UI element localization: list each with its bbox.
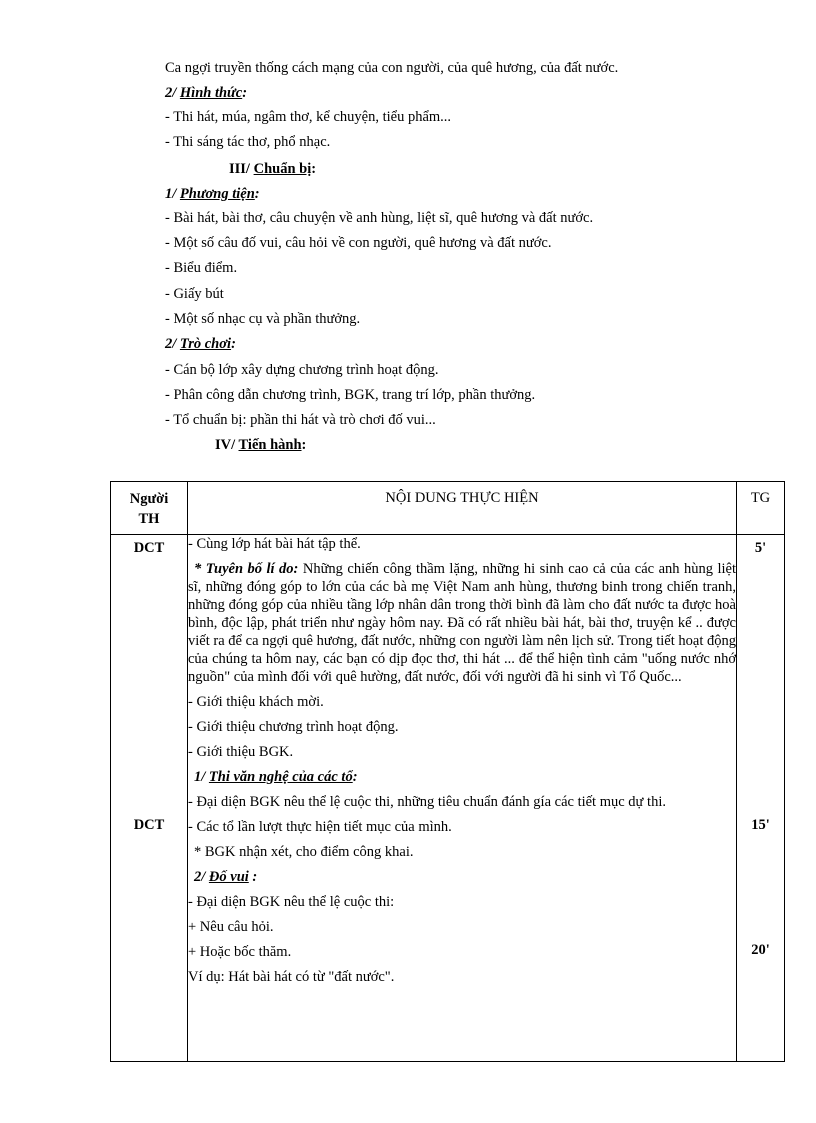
- tg-cell: [737, 535, 785, 1062]
- content-cell: [188, 535, 737, 1062]
- heading-colon: :: [254, 186, 260, 202]
- tg-value: 15': [751, 817, 770, 833]
- heading-chuan-bi: [229, 160, 316, 178]
- heading-number: III/: [229, 161, 254, 177]
- heading-number: 2/: [165, 85, 180, 101]
- heading-number: 2/: [194, 869, 209, 885]
- heading-title: Trò chơi: [179, 336, 232, 352]
- content-line: Ví dụ: Hát bài hát có từ "đất nước".: [188, 969, 395, 985]
- content-line: * BGK nhận xét, cho điểm công khai.: [194, 844, 414, 860]
- heading-number: 1/: [165, 186, 180, 202]
- content-line: + Hoặc bốc thăm.: [188, 944, 292, 960]
- content-line: - Các tổ lần lượt thực hiện tiết mục của mình.: [188, 819, 452, 835]
- heading-title: Chuẩn bị: [253, 161, 312, 177]
- heading-colon: :: [248, 869, 258, 885]
- header-tg: TG: [737, 482, 785, 535]
- nguoi-cell: [111, 535, 188, 1062]
- content-line: + Nêu câu hỏi.: [188, 919, 274, 935]
- heading-colon: :: [311, 161, 317, 177]
- content-line: - Đại diện BGK nêu thể lệ cuộc thi:: [188, 894, 395, 910]
- tg-value: 5': [754, 540, 767, 556]
- tuyen-bo-label: * Tuyên bố lí do:: [194, 561, 299, 577]
- list-item: - Thi sáng tác thơ, phổ nhạc.: [165, 134, 331, 150]
- nguoi-value: DCT: [133, 817, 165, 833]
- heading-colon: :: [301, 437, 307, 453]
- heading-number: 1/: [194, 769, 209, 785]
- heading-hinh-thuc: [165, 84, 247, 102]
- list-item: - Giấy bút: [165, 286, 224, 302]
- activity-table: [110, 481, 785, 1062]
- tg-value: 20': [751, 942, 770, 958]
- tuyen-bo-text: Những chiến công thầm lặng, những hi sinh cao cả của các anh hùng liệt sĩ, những đóng góp to lớn của các bà mẹ Việt Nam anh hùng, thương binh trong chiến tranh, những đóng góp của nhiều tầng lớp nhân dân trong thời bình đã làm cho đất nước ta được hoà bình, độc lập, phát triển như ngày hôm nay. Đã có rất nhiều bài hát, bài thơ, truyện kể .. được viết ra để ca ngợi quê hương, đất nước, những con người làm nên lịch sử. Trong tiết hoạt động của chúng ta hôm nay, các bạn có dịp đọc thơ, thi hát ... để thể hiện tình cảm "uống nước nhớ nguồn" của mình đối với quê hường, đất nước, đối với người đã hi sinh vì Tổ Quốc...: [188, 561, 736, 685]
- heading-title: Hình thức: [179, 85, 243, 101]
- content-line: - Cùng lớp hát bài hát tập thể.: [188, 536, 361, 552]
- intro-line: Ca ngợi truyền thống cách mạng của con người, của quê hương, của đất nước.: [165, 60, 619, 76]
- heading-phuong-tien: [165, 185, 260, 203]
- header-nguoi-th: Người TH: [111, 482, 188, 535]
- heading-number: 2/: [165, 336, 180, 352]
- tuyen-bo-paragraph: [188, 560, 736, 686]
- nguoi-value: DCT: [133, 540, 165, 556]
- table-row: [111, 535, 785, 1062]
- list-item: - Một số nhạc cụ và phần thưởng.: [165, 311, 361, 327]
- list-item: - Thi hát, múa, ngâm thơ, kể chuyện, tiểu phẩm...: [165, 109, 452, 125]
- table-header-row: [111, 482, 785, 535]
- list-item: - Tổ chuẩn bị: phần thi hát và trò chơi đố vui...: [165, 412, 436, 428]
- list-item: - Biểu điểm.: [165, 260, 238, 276]
- heading-title: Thi văn nghệ của các tổ: [208, 769, 353, 785]
- header-noi-dung: NỘI DUNG THỰC HIỆN: [188, 482, 737, 535]
- content-line: - Giới thiệu chương trình hoạt động.: [188, 719, 399, 735]
- heading-title: Phương tiện: [179, 186, 255, 202]
- list-item: - Cán bộ lớp xây dựng chương trình hoạt động.: [165, 362, 439, 378]
- content-line: - Đại diện BGK nêu thể lệ cuộc thi, những tiêu chuẩn đánh gía các tiết mục dự thi.: [188, 794, 666, 810]
- heading-title: Đố vui: [208, 869, 249, 885]
- heading-colon: :: [242, 85, 248, 101]
- list-item: - Phân công dẫn chương trình, BGK, trang trí lớp, phần thưởng.: [165, 387, 536, 403]
- list-item: - Một số câu đố vui, câu hỏi về con người, quê hương và đất nước.: [165, 235, 552, 251]
- heading-tien-hanh: [215, 436, 306, 454]
- content-line: - Giới thiệu BGK.: [188, 744, 294, 760]
- heading-colon: :: [352, 769, 358, 785]
- list-item: - Bài hát, bài thơ, câu chuyện về anh hùng, liệt sĩ, quê hương và đất nước.: [165, 210, 594, 226]
- heading-number: IV/: [215, 437, 239, 453]
- content-line: - Giới thiệu khách mời.: [188, 694, 324, 710]
- heading-title: Tiến hành: [238, 437, 302, 453]
- heading-van-nghe: [188, 768, 736, 786]
- heading-colon: :: [231, 336, 236, 352]
- heading-tro-choi: [165, 335, 236, 353]
- heading-do-vui: [188, 868, 736, 886]
